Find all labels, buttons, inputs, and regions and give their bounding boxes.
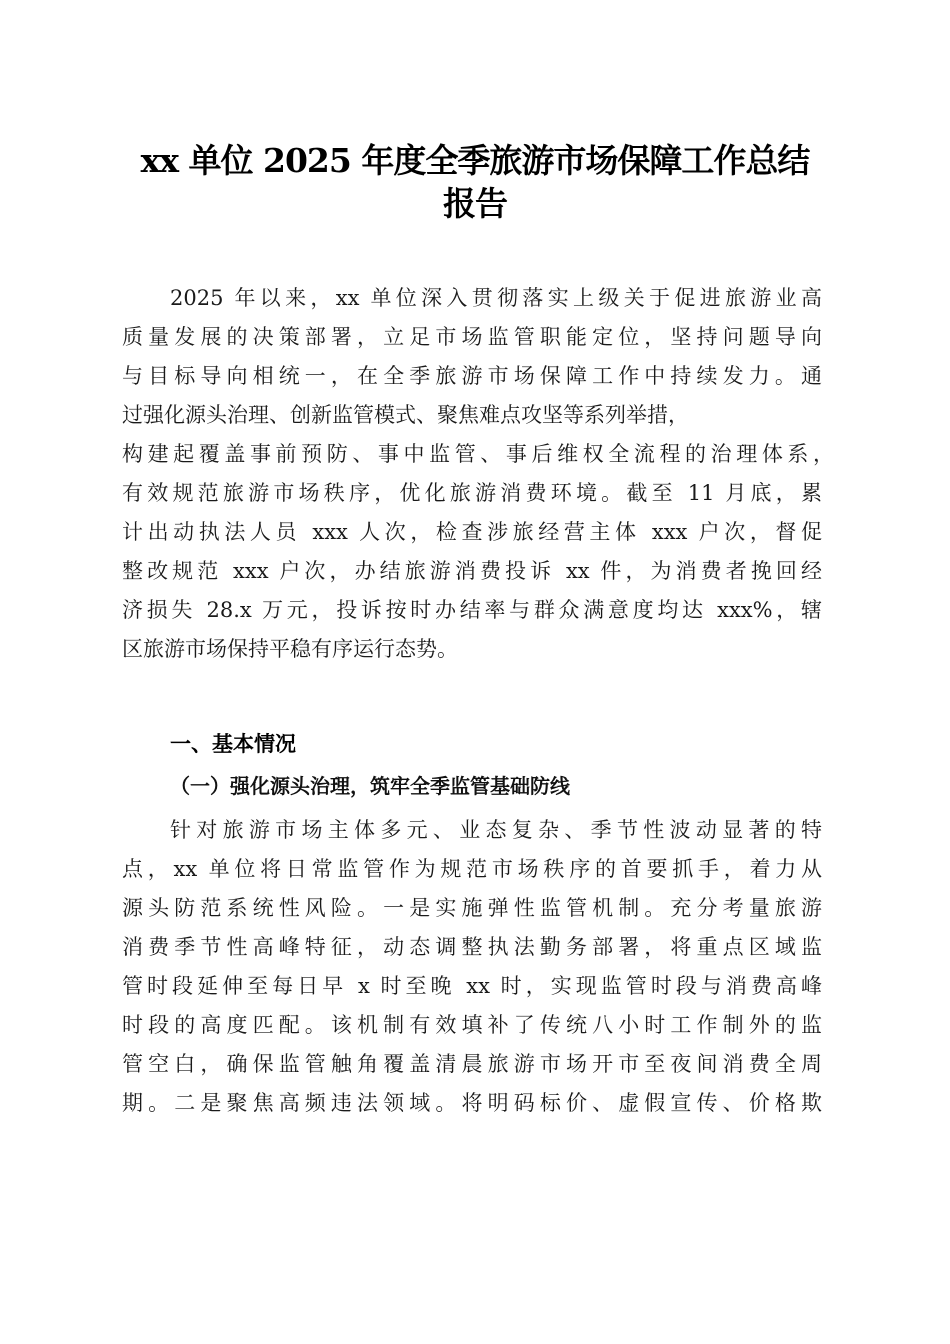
paragraph-line: 管时段延伸至每日早 x 时至晚 xx 时，实现监管时段与消费高峰 [122,974,822,998]
paragraph-line: 源头防范系统性风险。一是实施弹性监管机制。充分考量旅游 [122,896,822,920]
paragraph-line: 2025 年以来，xx 单位深入贯彻落实上级关于促进旅游业高 [170,286,822,310]
document-title-line-1: xx 单位 2025 年度全季旅游市场保障工作总结 [140,141,810,180]
subsection-heading: （一）强化源头治理，筑牢全季监管基础防线 [170,774,570,798]
paragraph-line: 针对旅游市场主体多元、业态复杂、季节性波动显著的特 [170,818,822,842]
paragraph-line: 时段的高度匹配。该机制有效填补了传统八小时工作制外的监 [122,1013,822,1037]
paragraph-line: 过强化源头治理、创新监管模式、聚焦难点攻坚等系列举措， [122,403,689,427]
paragraph-line: 消费季节性高峰特征，动态调整执法勤务部署，将重点区域监 [122,935,822,959]
paragraph-line: 区旅游市场保持平稳有序运行态势。 [122,637,458,661]
paragraph-line: 管空白，确保监管触角覆盖清晨旅游市场开市至夜间消费全周 [122,1052,822,1076]
paragraph-line: 构建起覆盖事前预防、事中监管、事后维权全流程的治理体系， [122,442,834,466]
document-title-line-2: 报告 [443,184,507,223]
paragraph-line: 质量发展的决策部署，立足市场监管职能定位，坚持问题导向 [122,325,822,349]
paragraph-line: 计出动执法人员 xxx 人次，检查涉旅经营主体 xxx 户次，督促 [122,520,822,544]
paragraph-line: 与目标导向相统一，在全季旅游市场保障工作中持续发力。通 [122,364,822,388]
paragraph-line: 有效规范旅游市场秩序，优化旅游消费环境。截至 11 月底，累 [122,481,822,505]
section-heading: 一、基本情况 [170,732,296,756]
paragraph-line: 济损失 28.x 万元，投诉按时办结率与群众满意度均达 xxx%，辖 [122,598,822,622]
paragraph-line: 整改规范 xxx 户次，办结旅游消费投诉 xx 件，为消费者挽回经 [122,559,822,583]
paragraph-line: 期。二是聚焦高频违法领域。将明码标价、虚假宣传、价格欺 [122,1091,822,1115]
paragraph-line: 点，xx 单位将日常监管作为规范市场秩序的首要抓手，着力从 [122,857,822,881]
